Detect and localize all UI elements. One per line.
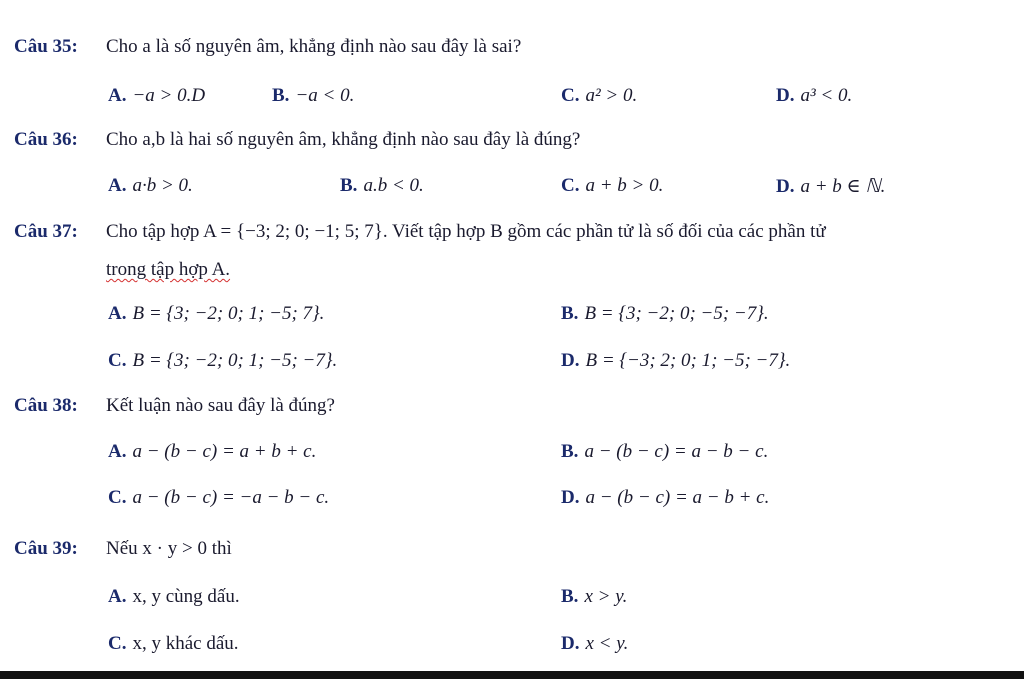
question-number: Câu 36: [14, 129, 78, 150]
option-label: D. [776, 176, 795, 197]
option-a [108, 303, 324, 325]
question-stem: Cho a,b là hai số nguyên âm, khẳng định nào sau đây là đúng? [106, 129, 581, 150]
question-number: Câu 37: [14, 221, 78, 242]
bottom-divider [0, 671, 1024, 679]
question-stem-cont: trong tập hợp A. [106, 259, 231, 280]
option-c [108, 633, 239, 655]
option-label: A. [108, 85, 127, 106]
option-label: B. [340, 175, 358, 196]
option-text: a − (b − c) = −a − b − c. [132, 487, 330, 508]
option-text: x < y. [585, 633, 629, 654]
option-text: B = {−3; 2; 0; 1; −5; −7}. [585, 350, 791, 371]
option-c [108, 487, 329, 509]
option-text: a − (b − c) = a − b − c. [584, 441, 769, 462]
option-d [561, 487, 769, 509]
option-label: C. [108, 350, 127, 371]
option-b [340, 175, 424, 197]
option-d [776, 85, 852, 107]
option-label: B. [272, 85, 290, 106]
option-text: B = {3; −2; 0; −5; −7}. [584, 303, 769, 324]
option-label: B. [561, 586, 579, 607]
option-text: a + b ∈ ℕ. [800, 176, 886, 197]
option-label: D. [561, 633, 580, 654]
option-a [108, 85, 205, 107]
option-text: a² > 0. [585, 85, 638, 106]
option-a [108, 586, 240, 608]
option-b [561, 586, 627, 608]
option-text: a·b > 0. [132, 175, 193, 196]
question-38 [14, 395, 335, 417]
option-label: A. [108, 586, 127, 607]
option-text: a + b > 0. [585, 175, 664, 196]
option-label: A. [108, 441, 127, 462]
option-label: C. [108, 487, 127, 508]
question-39 [14, 538, 232, 560]
option-a [108, 175, 193, 197]
option-text: x, y cùng dấu. [132, 586, 240, 607]
option-c [561, 85, 637, 107]
option-c [108, 350, 337, 372]
option-label: D. [561, 487, 580, 508]
option-label: D. [776, 85, 795, 106]
question-stem-continuation [106, 259, 230, 281]
option-label: B. [561, 441, 579, 462]
option-text: B = {3; −2; 0; 1; −5; 7}. [132, 303, 325, 324]
option-text: −a < 0. [295, 85, 355, 106]
question-stem: Nếu x · y > 0 thì [106, 538, 232, 559]
option-label: B. [561, 303, 579, 324]
option-c [561, 175, 663, 197]
option-text: B = {3; −2; 0; 1; −5; −7}. [132, 350, 338, 371]
question-number: Câu 38: [14, 395, 78, 416]
option-d [561, 350, 790, 372]
option-label: A. [108, 175, 127, 196]
option-label: C. [108, 633, 127, 654]
option-text: a − (b − c) = a − b + c. [585, 487, 770, 508]
question-number: Câu 39: [14, 538, 78, 559]
option-label: A. [108, 303, 127, 324]
option-b [272, 85, 354, 107]
option-label: C. [561, 85, 580, 106]
option-b [561, 441, 768, 463]
question-37 [14, 221, 826, 243]
option-d [776, 175, 885, 198]
option-d [561, 633, 628, 655]
question-stem: Cho tập hợp A = {−3; 2; 0; −1; 5; 7}. Viết tập hợp B gồm các phần tử là số đối của các phần tử [106, 221, 826, 242]
question-35 [14, 36, 521, 58]
option-text: −a > 0.D [132, 85, 206, 106]
option-text: x > y. [584, 586, 628, 607]
question-36 [14, 129, 580, 151]
option-b [561, 303, 769, 325]
option-text: a − (b − c) = a + b + c. [132, 441, 317, 462]
option-text: a.b < 0. [363, 175, 424, 196]
option-label: C. [561, 175, 580, 196]
question-number: Câu 35: [14, 36, 78, 57]
option-label: D. [561, 350, 580, 371]
option-a [108, 441, 316, 463]
question-stem: Cho a là số nguyên âm, khẳng định nào sau đây là sai? [106, 36, 522, 57]
option-text: x, y khác dấu. [132, 633, 239, 654]
question-stem: Kết luận nào sau đây là đúng? [106, 395, 335, 416]
option-text: a³ < 0. [800, 85, 853, 106]
